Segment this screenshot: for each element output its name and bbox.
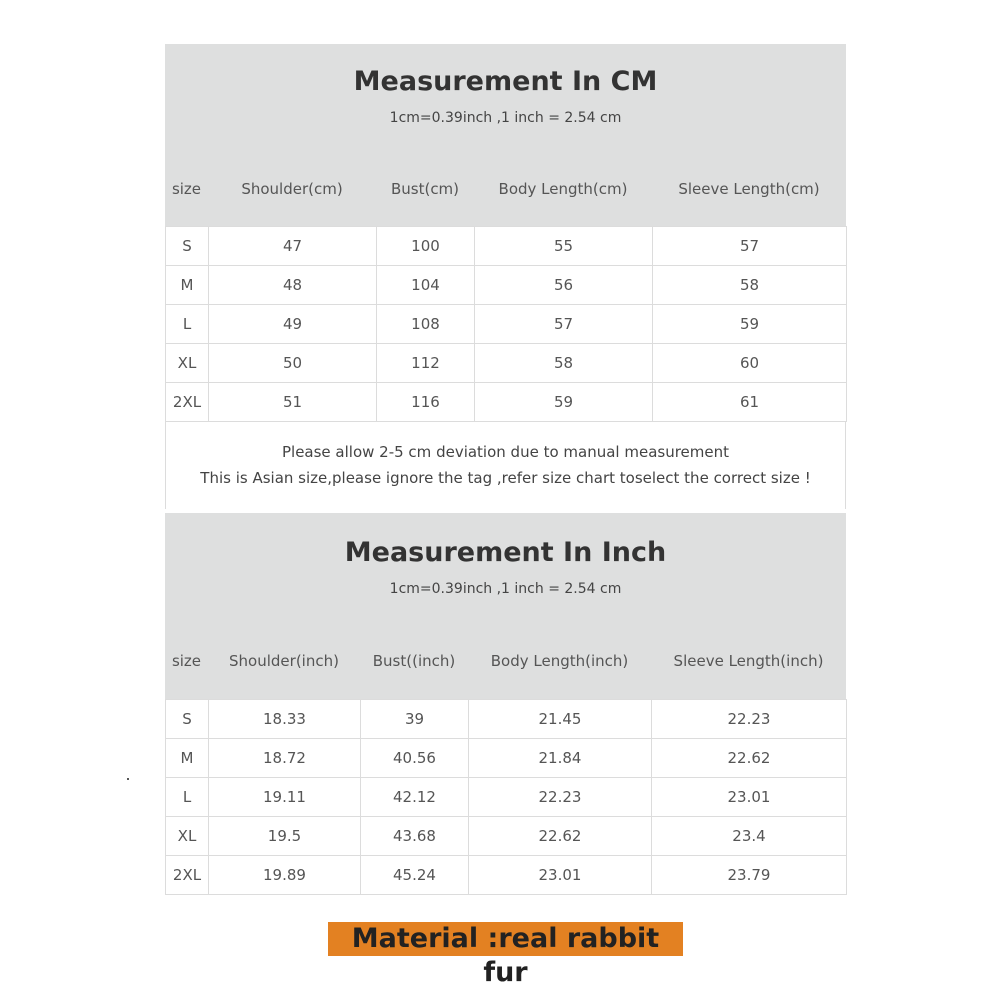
table-cell: 2XL xyxy=(166,856,209,895)
table-cell: 58 xyxy=(475,344,653,383)
table-cell: 45.24 xyxy=(361,856,469,895)
table-cell: 22.23 xyxy=(469,778,652,817)
material-banner: Material :real rabbit fur xyxy=(328,922,683,956)
table-cell: 22.62 xyxy=(469,817,652,856)
table-cell: 19.89 xyxy=(209,856,361,895)
table-row xyxy=(166,739,847,778)
column-header-sleeve-length: Sleeve Length(cm) xyxy=(678,180,820,198)
table-cell: 112 xyxy=(377,344,475,383)
table-cell: 23.01 xyxy=(469,856,652,895)
table-cell: 59 xyxy=(475,383,653,422)
inch-size-table xyxy=(165,699,847,895)
table-row xyxy=(166,266,847,305)
table-cell: 42.12 xyxy=(361,778,469,817)
table-row xyxy=(166,778,847,817)
table-cell: L xyxy=(166,778,209,817)
cm-column-headers xyxy=(165,180,846,198)
table-cell: S xyxy=(166,227,209,266)
inch-size-chart xyxy=(165,513,846,895)
table-cell: 40.56 xyxy=(361,739,469,778)
table-cell: 18.33 xyxy=(209,700,361,739)
inch-column-headers xyxy=(165,652,846,670)
cm-chart-title: Measurement In CM xyxy=(353,66,658,97)
table-cell: 60 xyxy=(653,344,847,383)
table-cell: 55 xyxy=(475,227,653,266)
table-cell: 59 xyxy=(653,305,847,344)
table-cell: 2XL xyxy=(166,383,209,422)
table-row xyxy=(166,700,847,739)
table-cell: 57 xyxy=(475,305,653,344)
table-cell: XL xyxy=(166,817,209,856)
table-cell: 100 xyxy=(377,227,475,266)
table-cell: 49 xyxy=(209,305,377,344)
inch-conversion-note: 1cm=0.39inch ,1 inch = 2.54 cm xyxy=(389,581,622,597)
table-cell: 21.84 xyxy=(469,739,652,778)
table-row xyxy=(166,856,847,895)
cm-chart-header xyxy=(165,44,846,226)
table-cell: 108 xyxy=(377,305,475,344)
table-cell: 22.62 xyxy=(652,739,847,778)
column-header-sleeve-length: Sleeve Length(inch) xyxy=(673,652,824,670)
cm-conversion-note: 1cm=0.39inch ,1 inch = 2.54 cm xyxy=(389,110,622,126)
table-cell: 50 xyxy=(209,344,377,383)
column-header-size: size xyxy=(171,180,202,198)
table-cell: 57 xyxy=(653,227,847,266)
cm-size-table xyxy=(165,226,847,422)
inch-chart-title: Measurement In Inch xyxy=(344,537,667,568)
column-header-bust: Bust(cm) xyxy=(390,180,460,198)
table-cell: 61 xyxy=(653,383,847,422)
cm-size-chart xyxy=(165,44,846,509)
deviation-note: Please allow 2-5 cm deviation due to manual measurement xyxy=(281,443,729,461)
table-row xyxy=(166,344,847,383)
table-cell: 19.5 xyxy=(209,817,361,856)
measurement-notes xyxy=(165,422,846,509)
table-cell: 58 xyxy=(653,266,847,305)
table-cell: 47 xyxy=(209,227,377,266)
table-cell: 23.01 xyxy=(652,778,847,817)
table-cell: XL xyxy=(166,344,209,383)
table-row xyxy=(166,383,847,422)
table-cell: 43.68 xyxy=(361,817,469,856)
table-cell: L xyxy=(166,305,209,344)
table-cell: 21.45 xyxy=(469,700,652,739)
table-cell: M xyxy=(166,739,209,778)
table-cell: 23.79 xyxy=(652,856,847,895)
table-cell: 104 xyxy=(377,266,475,305)
table-cell: 56 xyxy=(475,266,653,305)
column-header-body-length: Body Length(cm) xyxy=(498,180,628,198)
table-row xyxy=(166,227,847,266)
table-row xyxy=(166,305,847,344)
table-cell: 116 xyxy=(377,383,475,422)
column-header-size: size xyxy=(171,652,202,670)
column-header-shoulder: Shoulder(cm) xyxy=(241,180,343,198)
column-header-bust: Bust((inch) xyxy=(372,652,456,670)
table-cell: 51 xyxy=(209,383,377,422)
table-cell: 39 xyxy=(361,700,469,739)
table-cell: 18.72 xyxy=(209,739,361,778)
column-header-body-length: Body Length(inch) xyxy=(490,652,629,670)
table-cell: 48 xyxy=(209,266,377,305)
table-cell: S xyxy=(166,700,209,739)
table-cell: 19.11 xyxy=(209,778,361,817)
stray-dot xyxy=(127,778,129,780)
table-cell: M xyxy=(166,266,209,305)
table-cell: 23.4 xyxy=(652,817,847,856)
table-row xyxy=(166,817,847,856)
asian-size-note: This is Asian size,please ignore the tag ,refer size chart toselect the correct size ! xyxy=(200,469,811,487)
inch-chart-header xyxy=(165,513,846,699)
table-cell: 22.23 xyxy=(652,700,847,739)
column-header-shoulder: Shoulder(inch) xyxy=(229,652,339,670)
